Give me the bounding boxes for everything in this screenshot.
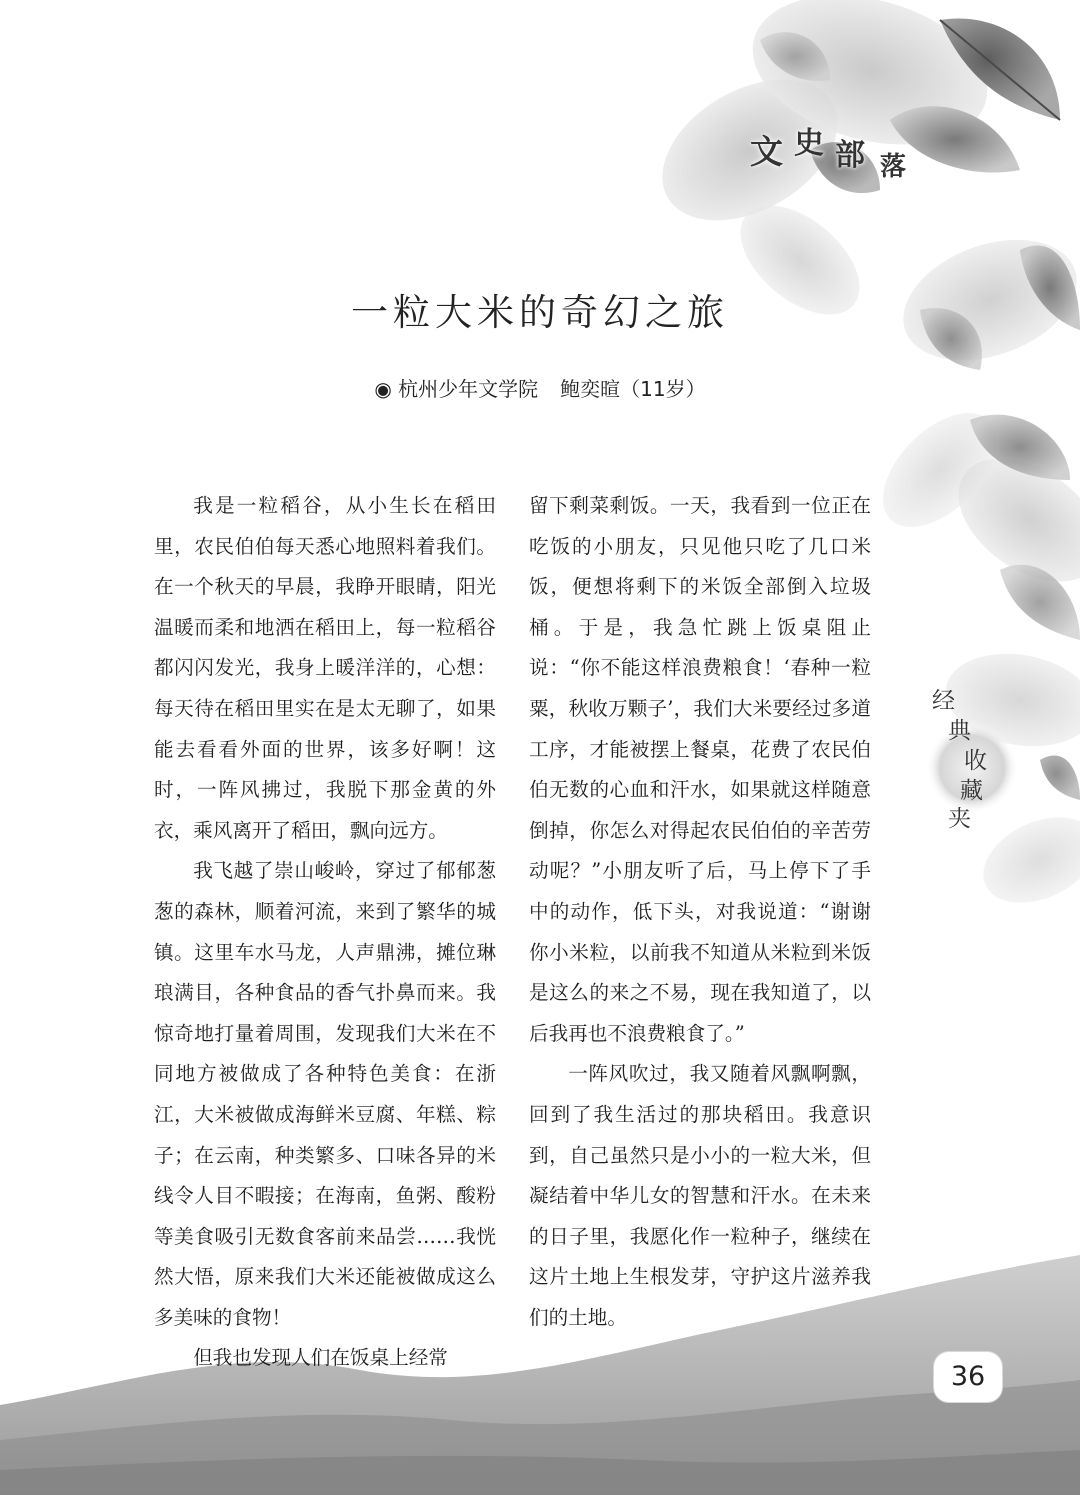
badge-char: 典 [948,718,971,744]
column-brand [750,118,940,188]
brand-char: 部 [835,138,865,173]
badge-char: 夹 [948,806,971,832]
author-school: 杭州少年文学院 [398,377,539,401]
side-badge [912,680,1020,830]
article-title: 一粒大米的奇幻之旅 [351,291,729,334]
badge-char: 藏 [960,778,983,804]
paragraph: 我飞越了崇山峻岭，穿过了郁郁葱葱的森林，顺着河流，来到了繁华的城镇。这里车水马龙，人声鼎沸，摊位琳琅满目，各种食品的香气扑鼻而来。我惊奇地打量着周围，发现我们大米在不同地方被做成了各种特色美食：在浙江，大米被做成海鲜米豆腐、年糕、粽子；在云南，种类繁多、口味各异的米线令人目不暇接；在海南，鱼粥、酸粉等美食吸引无数食客前来品尝……我恍然大悟，原来我们大米还能被做成这么多美味的食物！ [154,859,496,1329]
article-column-left [154,486,496,1379]
badge-char: 经 [932,688,955,714]
paragraph: 但我也发现人们在饭桌上经常 [193,1346,448,1370]
page-number: 36 [933,1351,1003,1403]
brand-char: 史 [794,126,824,161]
paragraph: 留下剩菜剩饭。一天，我看到一位正在吃饭的小朋友，只见他只吃了几口米饭，便想将剩下的米饭全部倒入垃圾桶。于是，我急忙跳上饭桌阻止说：“你不能这样浪费粮食！‘春种一粒粟，秋收万颗子’，我们大米要经过多道工序，才能被摆上餐桌，花费了农民伯伯无数的心血和汗水，如果就这样随意倒掉，你怎么对得起农民伯伯的辛苦劳动呢？”小朋友听了后，马上停下了手中的动作，低下头，对我说道：“谢谢你小米粒，以前我不知道从米粒到米饭是这么的来之不易，现在我知道了，以后我再也不浪费粮食了。” [529,494,871,1045]
paragraph: 一阵风吹过，我又随着风飘啊飘，回到了我生活过的那块稻田。我意识到，自己虽然只是小小的一粒大米，但凝结着中华儿女的智慧和汗水。在未来的日子里，我愿化作一粒种子，继续在这片土地上生根发芽，守护这片滋养我们的土地。 [529,1062,871,1329]
article-column-right [529,486,871,1338]
brand-char: 落 [880,152,907,182]
brand-char: 文 [750,132,783,171]
badge-char: 收 [964,748,987,774]
paragraph: 我是一粒稻谷，从小生长在稻田里，农民伯伯每天悉心地照料着我们。在一个秋天的早晨，我睁开眼睛，阳光温暖而柔和地洒在稻田上，每一粒稻谷都闪闪发光，我身上暖洋洋的，心想：每天待在稻田里实在是太无聊了，如果能去看看外面的世界，该多好啊！这时，一阵风拂过，我脱下那金黄的外衣，乘风离开了稻田，飘向远方。 [154,494,496,842]
author-name: 鲍奕暄（11岁） [560,377,706,401]
byline [0,373,1080,402]
byline-bullet-icon: ◉ [374,377,392,401]
